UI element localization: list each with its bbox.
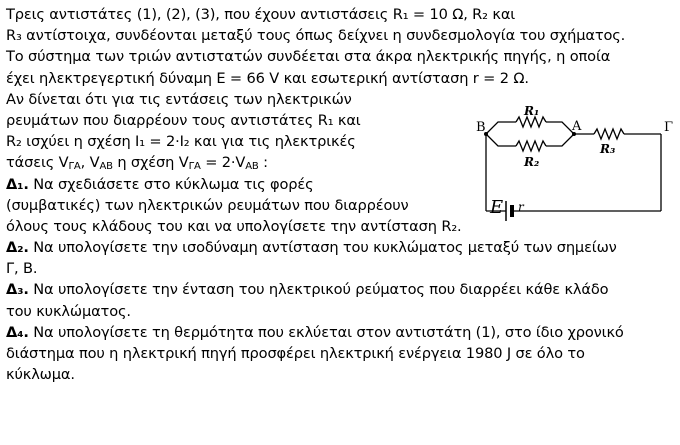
question-d1-line-3: όλους τους κλάδους του και να υπολογίσετε την αντίσταση R₂. — [6, 217, 462, 235]
question-d1-line-1: Να σχεδιάσετε στο κύκλωμα τις φορές — [33, 175, 314, 193]
resistor-r2 — [516, 141, 546, 151]
internal-r-label: r — [518, 200, 524, 214]
question-d4-label: Δ₄. — [6, 323, 29, 341]
node-b-label: Β — [476, 120, 486, 135]
node-g-label: Γ — [664, 120, 674, 135]
question-d2-line-2: Γ, Β. — [6, 260, 38, 278]
wire-r2-right — [546, 134, 574, 146]
wire-r2-left — [486, 134, 516, 146]
question-d2-label: Δ₂. — [6, 239, 29, 257]
intro-line-6: ρευμάτων που διαρρέουν τους αντιστάτες R₁ και — [6, 111, 361, 129]
question-d1-label: Δ₁. — [6, 175, 29, 193]
question-d2 — [6, 237, 676, 258]
question-d4-line-3: κύκλωμα. — [6, 366, 75, 384]
r3-label: R₃ — [600, 142, 616, 156]
circuit-diagram — [476, 104, 676, 228]
intro-line-4: έχει ηλεκτρεγερτική δύναμη Ε = 66 V και εσωτερική αντίσταση r = 2 Ω. — [6, 69, 529, 87]
emf-label: Ε — [490, 197, 504, 218]
intro-line-7: R₂ ισχύει η σχέση I₁ = 2·I₂ και για τις ηλεκτρικές — [6, 133, 356, 151]
question-d2-line-1: Να υπολογίσετε την ισοδύναμη αντίσταση του κυκλώματος μεταξύ των σημείων — [33, 239, 617, 257]
question-d3 — [6, 279, 676, 300]
intro-line-2: R₃ αντίστοιχα, συνδέονται μεταξύ τους όπως δείχνει η συνδεσμολογία του σχήματος. — [6, 27, 626, 45]
wire-r1-left — [486, 122, 516, 134]
wire-r1-right — [546, 122, 574, 134]
question-d4-line-2: διάστημα που η ηλεκτρική πηγή προσφέρει ηλεκτρική ενέργεια 1980 J σε όλο το — [6, 345, 585, 362]
intro-line-5: Αν δίνεται ότι για τις εντάσεις των ηλεκτρικών — [6, 90, 352, 108]
intro-line-3: Το σύστημα των τριών αντιστατών συνδέεται στα άκρα ηλεκτρικής πηγής, η οποία — [6, 48, 611, 66]
r2-label: R₂ — [524, 155, 540, 169]
battery-short-plate — [510, 205, 514, 217]
question-d3-line-1: Να υπολογίσετε την ένταση του ηλεκτρικού ρεύματος που διαρρέει κάθε κλάδο — [33, 281, 609, 299]
node-a-label: Α — [572, 119, 582, 134]
question-d4 — [6, 322, 676, 343]
intro-line-8: τάσεις $V_{\Gamma A}$, $V_{AB}$ η σχέση $V_{\Gamma A} = 2\cdot V_{AB}$ : — [6, 154, 268, 173]
resistor-r3 — [594, 129, 624, 139]
r1-label: R₁ — [524, 104, 540, 118]
question-d4-line-1: Να υπολογίσετε τη θερμότητα που εκλύεται στον αντιστάτη (1), στο ίδιο χρονικό — [33, 323, 624, 341]
question-d3-label: Δ₃. — [6, 281, 29, 299]
question-d3-line-2: του κυκλώματος. — [6, 302, 131, 320]
intro-line-1: Τρεις αντιστάτες (1), (2), (3), που έχουν αντιστάσεις R₁ = 10 Ω, R₂ και — [6, 6, 516, 23]
resistor-r1 — [516, 117, 546, 127]
question-d1-line-2: (συμβατικές) των ηλεκτρικών ρευμάτων που διαρρέουν — [6, 196, 409, 214]
